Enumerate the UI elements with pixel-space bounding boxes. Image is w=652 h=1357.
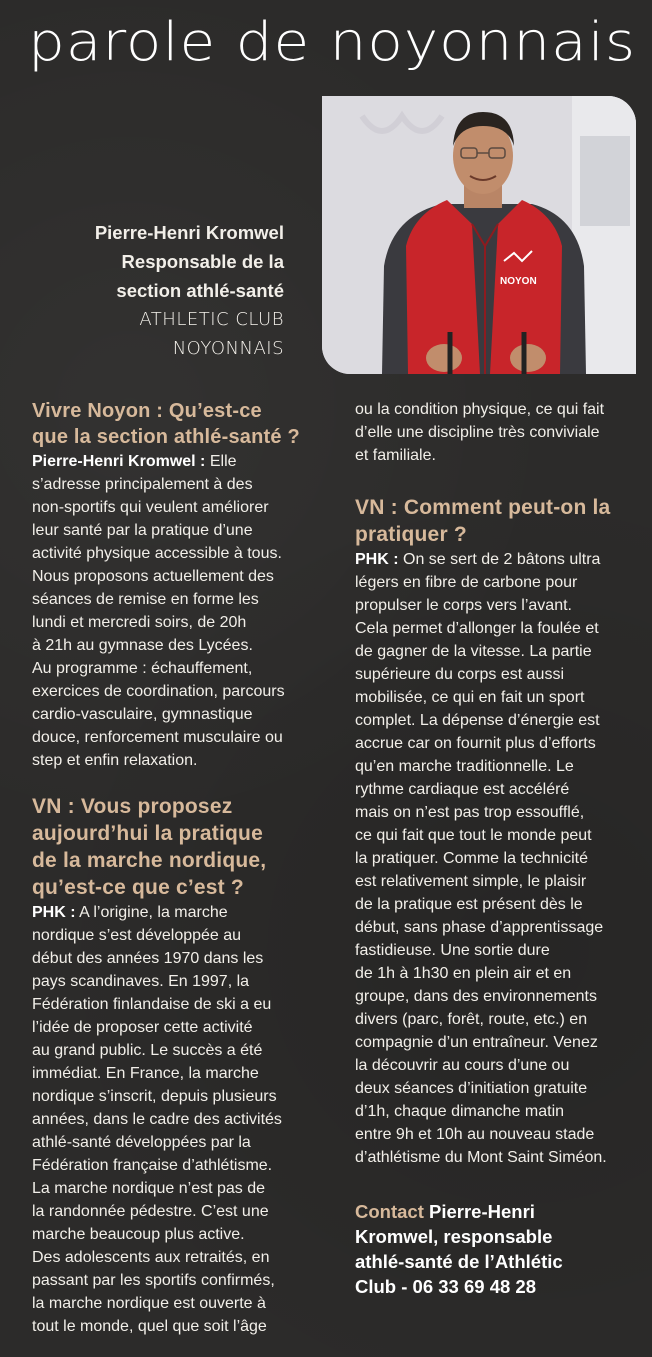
answer-line: exercices de coordination, parcours: [32, 683, 285, 700]
answer-line: de 1h à 1h30 en plein air et en: [355, 965, 572, 982]
answer-line: La marche nordique n’est pas de: [32, 1180, 266, 1197]
answer-line: accrue car on fournit plus d’efforts: [355, 735, 596, 752]
question-2-line: de la marche nordique,: [32, 849, 267, 872]
answer-line: rythme cardiaque est accéléré: [355, 781, 570, 798]
question-2: [32, 793, 332, 901]
answer-line: de la pratique est présent dès le: [355, 896, 583, 913]
contact-line: athlé-santé de l’Athlétic: [355, 1251, 563, 1272]
answer-line: Fédération française d’athlétisme.: [32, 1157, 273, 1174]
answer-line: complet. La dépense d’énergie est: [355, 712, 600, 729]
page-title: parole de noyonnais: [28, 10, 637, 73]
answer-line: d’elle une discipline très conviviale: [355, 424, 600, 441]
answer-line: Cela permet d’allonger la foulée et: [355, 620, 599, 637]
question-1-line: Vivre Noyon : Qu’est-ce: [32, 400, 262, 422]
answer-3: [355, 548, 651, 1169]
answer-line: non-sportifs qui veulent améliorer: [32, 499, 269, 516]
answer-line: Nous proposons actuellement des: [32, 568, 274, 585]
answer-line: passant par les sportifs confirmés,: [32, 1272, 275, 1289]
answer-line: marche beaucoup plus active.: [32, 1226, 245, 1243]
answer-line: au grand public. Le succès a été: [32, 1042, 263, 1059]
answer-line: séances de remise en forme les: [32, 591, 259, 608]
question-2-line: VN : Vous proposez: [32, 795, 233, 818]
question-3-line: pratiquer ?: [355, 523, 467, 546]
answer-line: est relativement simple, le plaisir: [355, 873, 587, 890]
answer-line: début des années 1970 dans les: [32, 950, 264, 967]
interviewee-byline: [30, 218, 284, 363]
answer-line: supérieure du corps est aussi: [355, 666, 564, 683]
question-3-line: VN : Comment peut-on la: [355, 496, 611, 519]
answer-line: cardio-vasculaire, gymnastique: [32, 706, 253, 723]
answer-line: l’idée de proposer cette activité: [32, 1019, 253, 1036]
question-1: [32, 398, 332, 450]
answer-line: activité physique accessible à tous.: [32, 545, 282, 562]
speaker-label: PHK :: [32, 904, 76, 921]
answer-line: et familiale.: [355, 447, 436, 464]
answer-line: ou la condition physique, ce qui fait: [355, 401, 605, 418]
answer-line: à 21h au gymnase des Lycées.: [32, 637, 253, 654]
answer-line: s’adresse principalement à des: [32, 476, 253, 493]
question-3: [355, 494, 651, 548]
answer-line: début, sans phase d’apprentissage: [355, 919, 604, 936]
answer-line: nordique s’est développée au: [32, 927, 242, 944]
answer-line: Elle: [205, 453, 237, 470]
answer-line: mais on n’est pas trop essoufflé,: [355, 804, 585, 821]
question-2-line: qu’est-ce que c’est ?: [32, 876, 244, 899]
interviewee-name: Pierre-Henri Kromwel: [94, 222, 284, 243]
answer-line: deux séances d’initiation gratuite: [355, 1080, 588, 1097]
jacket-logo-text: NOYON: [500, 276, 537, 287]
answer-line: Au programme : échauffement,: [32, 660, 253, 677]
speaker-label: PHK :: [355, 551, 399, 568]
club-name-1: ATHLETIC CLUB: [139, 309, 284, 330]
club-name-2: NOYONNAIS: [172, 338, 284, 359]
answer-line: années, dans le cadre des activités: [32, 1111, 282, 1128]
answer-line: athlé-santé développées par la: [32, 1134, 251, 1151]
right-column: [355, 398, 651, 1299]
answer-line: de gagner de la vitesse. La partie: [355, 643, 592, 660]
interviewee-role-1: Responsable de la: [121, 251, 284, 272]
answer-line: d’athlétisme du Mont Saint Siméon.: [355, 1149, 607, 1166]
answer-line: Des adolescents aux retraités, en: [32, 1249, 270, 1266]
answer-line: d’1h, chaque dimanche matin: [355, 1103, 565, 1120]
left-column: [32, 398, 332, 1338]
answer-line: la marche nordique est ouverte à: [32, 1295, 266, 1312]
answer-line: la découvrir au cours d’une ou: [355, 1057, 570, 1074]
answer-line: On se sert de 2 bâtons ultra: [398, 551, 601, 568]
answer-line: Fédération finlandaise de ski a eu: [32, 996, 272, 1013]
portrait-photo: [322, 96, 636, 374]
answer-line: compagnie d’un entraîneur. Venez: [355, 1034, 598, 1051]
contact-line: Pierre-Henri: [423, 1201, 535, 1222]
answer-line: douce, renforcement musculaire ou: [32, 729, 283, 746]
question-1-line: que la section athlé-santé ?: [32, 426, 300, 448]
question-2-line: aujourd’hui la pratique: [32, 822, 263, 845]
contact-label: Contact: [355, 1201, 424, 1222]
answer-line: la randonnée pédestre. C’est une: [32, 1203, 269, 1220]
answer-line: tout le monde, quel que soit l’âge: [32, 1318, 267, 1335]
answer-2-continued: [355, 398, 651, 467]
answer-line: mobilisée, ce qui en fait un sport: [355, 689, 585, 706]
answer-line: la pratiquer. Comme la technicité: [355, 850, 588, 867]
answer-line: leur santé par la pratique d’une: [32, 522, 253, 539]
answer-line: propulser le corps vers l’avant.: [355, 597, 572, 614]
answer-line: fastidieuse. Une sortie dure: [355, 942, 550, 959]
answer-line: légers en fibre de carbone pour: [355, 574, 578, 591]
answer-line: entre 9h et 10h au nouveau stade: [355, 1126, 595, 1143]
answer-line: immédiat. En France, la marche: [32, 1065, 259, 1082]
answer-line: qu’en marche traditionnelle. Le: [355, 758, 574, 775]
interviewee-role-2: section athlé-santé: [116, 280, 284, 301]
answer-line: A l’origine, la marche: [75, 904, 228, 921]
contact-line: Kromwel, responsable: [355, 1226, 553, 1247]
answer-line: divers (parc, forêt, route, etc.) en: [355, 1011, 588, 1028]
answer-line: step et enfin relaxation.: [32, 752, 198, 769]
answer-line: lundi et mercredi soirs, de 20h: [32, 614, 247, 631]
contact-info: [355, 1199, 651, 1299]
answer-line: ce qui fait que tout le monde peut: [355, 827, 592, 844]
answer-line: nordique s’inscrit, depuis plusieurs: [32, 1088, 277, 1105]
speaker-label: Pierre-Henri Kromwel :: [32, 453, 206, 470]
answer-line: groupe, dans des environnements: [355, 988, 597, 1005]
contact-phone: Club - 06 33 69 48 28: [355, 1276, 536, 1297]
answer-1: [32, 450, 332, 772]
answer-2: [32, 901, 332, 1338]
answer-line: pays scandinaves. En 1997, la: [32, 973, 250, 990]
